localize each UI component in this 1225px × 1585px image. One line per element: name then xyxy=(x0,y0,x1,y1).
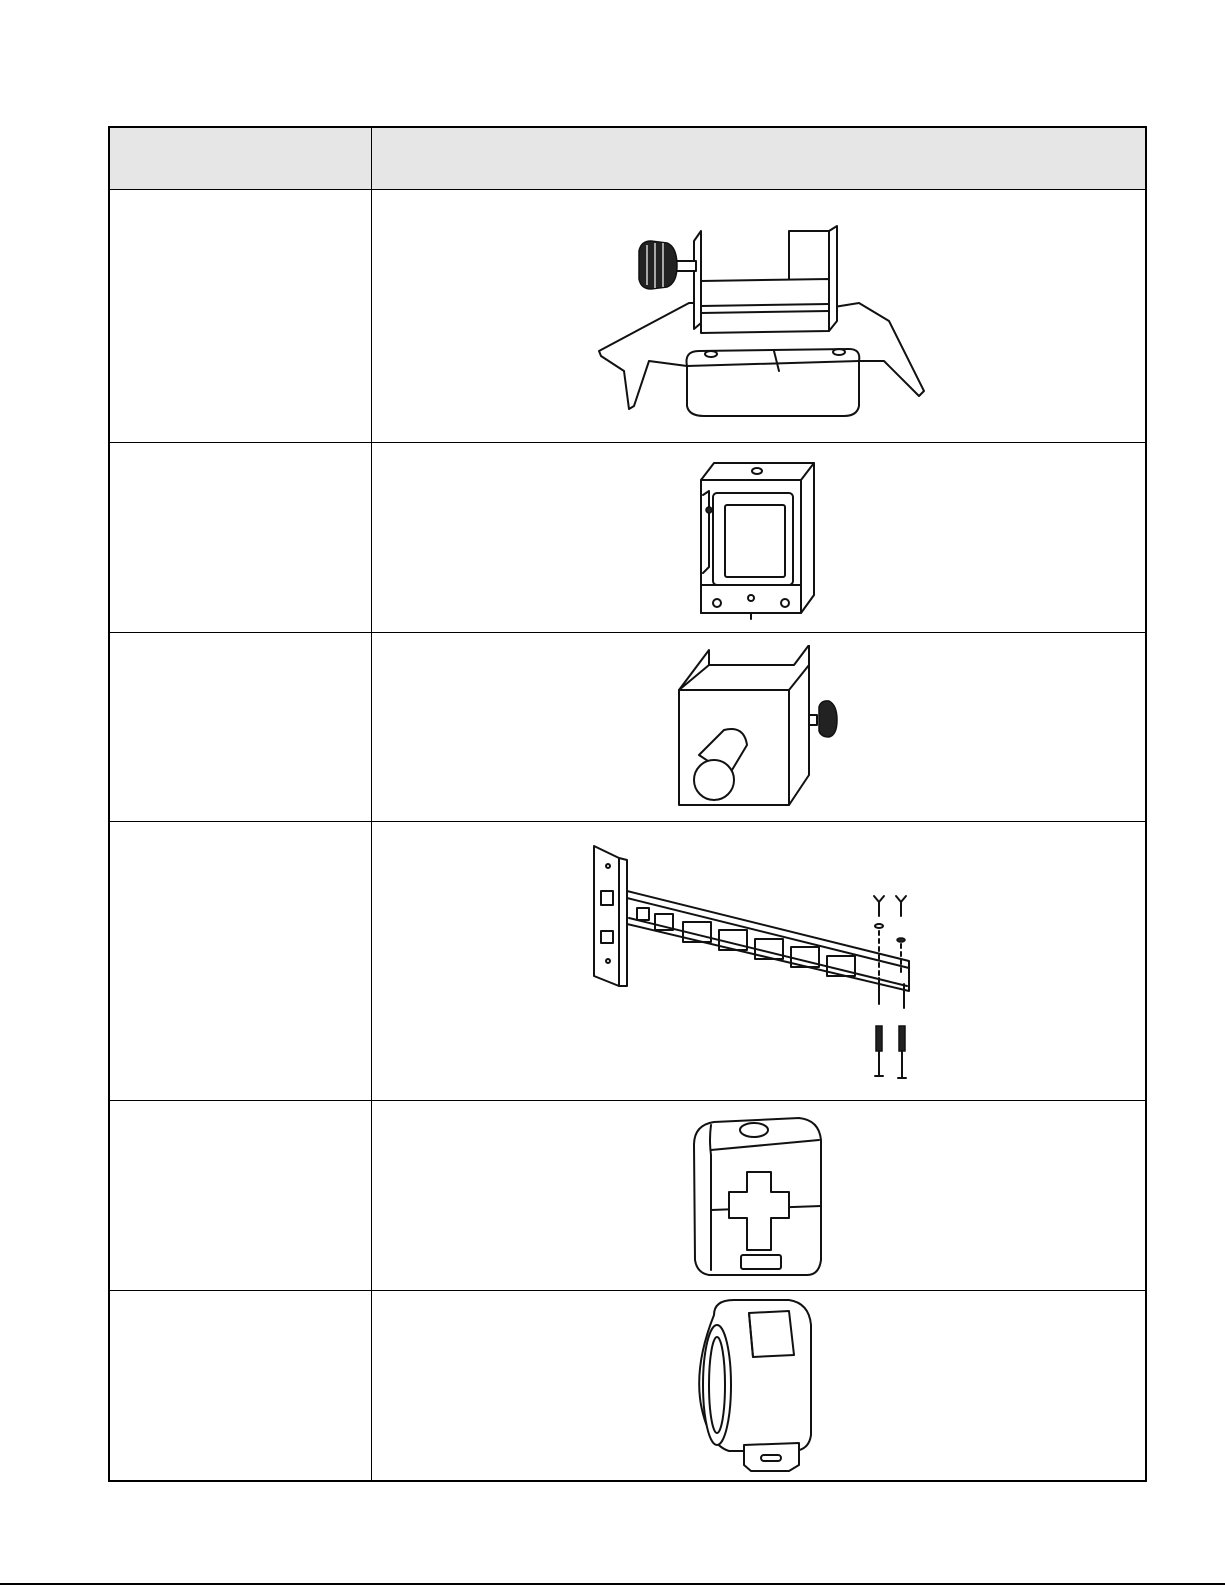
parts-table xyxy=(109,127,1146,1481)
header-cell-1 xyxy=(110,128,372,190)
clamp-bracket-illustration xyxy=(589,211,929,421)
row-label xyxy=(110,1290,372,1480)
row-illustration-cell xyxy=(372,1290,1146,1480)
parts-table-frame xyxy=(108,126,1147,1482)
table-row xyxy=(110,1101,1146,1291)
row-label xyxy=(110,822,372,1101)
row-illustration-cell xyxy=(372,443,1146,633)
row-illustration-cell xyxy=(372,633,1146,822)
knob-housing-illustration xyxy=(669,645,849,810)
row-label xyxy=(110,189,372,443)
row-label xyxy=(110,633,372,822)
ring-clip-illustration xyxy=(689,1295,829,1475)
row-label xyxy=(110,443,372,633)
cross-block-illustration xyxy=(689,1110,829,1280)
table-row xyxy=(110,189,1146,443)
header-cell-2 xyxy=(372,128,1146,190)
row-illustration-cell xyxy=(372,1101,1146,1291)
table-row xyxy=(110,443,1146,633)
row-illustration-cell xyxy=(372,189,1146,443)
row-label xyxy=(110,1101,372,1291)
table-row xyxy=(110,633,1146,822)
box-housing-illustration xyxy=(689,455,829,620)
rail-hardware-illustration xyxy=(589,836,929,1086)
table-header-row xyxy=(110,128,1146,190)
table-row xyxy=(110,822,1146,1101)
table-row xyxy=(110,1290,1146,1480)
row-illustration-cell xyxy=(372,822,1146,1101)
